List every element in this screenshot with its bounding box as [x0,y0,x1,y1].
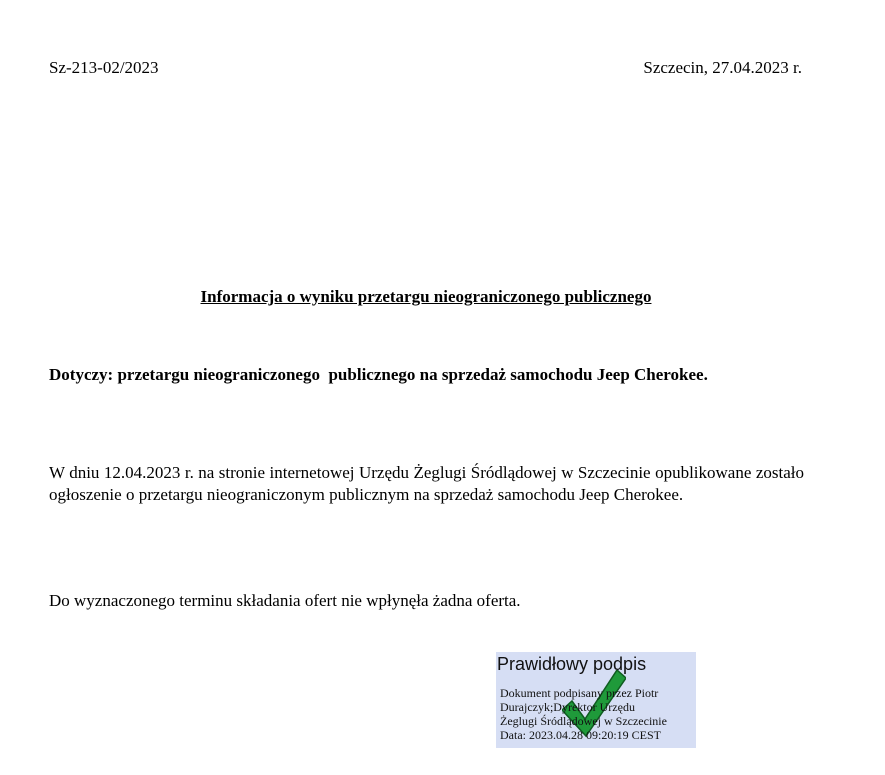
digital-signature-stamp [496,652,696,748]
signature-status: Prawidłowy podpis [497,654,647,674]
body-paragraph: W dniu 12.04.2023 r. na stronie internetowej Urzędu Żeglugi Śródlądowej w Szczecinie opublikowane zostało ogłoszenie o przetargu nieograniczonym publicznym na sprzedaż samochodu Jeep Cherokee. [49,463,804,504]
subject-paragraph: Dotyczy: przetargu nieograniczonego publicznego na sprzedaż samochodu Jeep Cherokee. [49,365,708,384]
signature-line: Data: 2023.04.28 09:20:19 CEST [500,728,661,742]
result-paragraph: Do wyznaczonego terminu składania ofert nie wpłynęła żadna oferta. [49,591,521,610]
signature-details [500,686,667,742]
signature-line: Żeglugi Śródlądowej w Szczecinie [500,714,667,728]
signature-line: Durajczyk;Dyrektor Urzędu [500,700,635,714]
document-reference-number: Sz-213-02/2023 [49,58,159,77]
signature-line: Dokument podpisany przez Piotr [500,686,659,700]
document-place-date: Szczecin, 27.04.2023 r. [643,58,802,77]
document-title: Informacja o wyniku przetargu nieograniczonego publicznego [200,287,652,306]
